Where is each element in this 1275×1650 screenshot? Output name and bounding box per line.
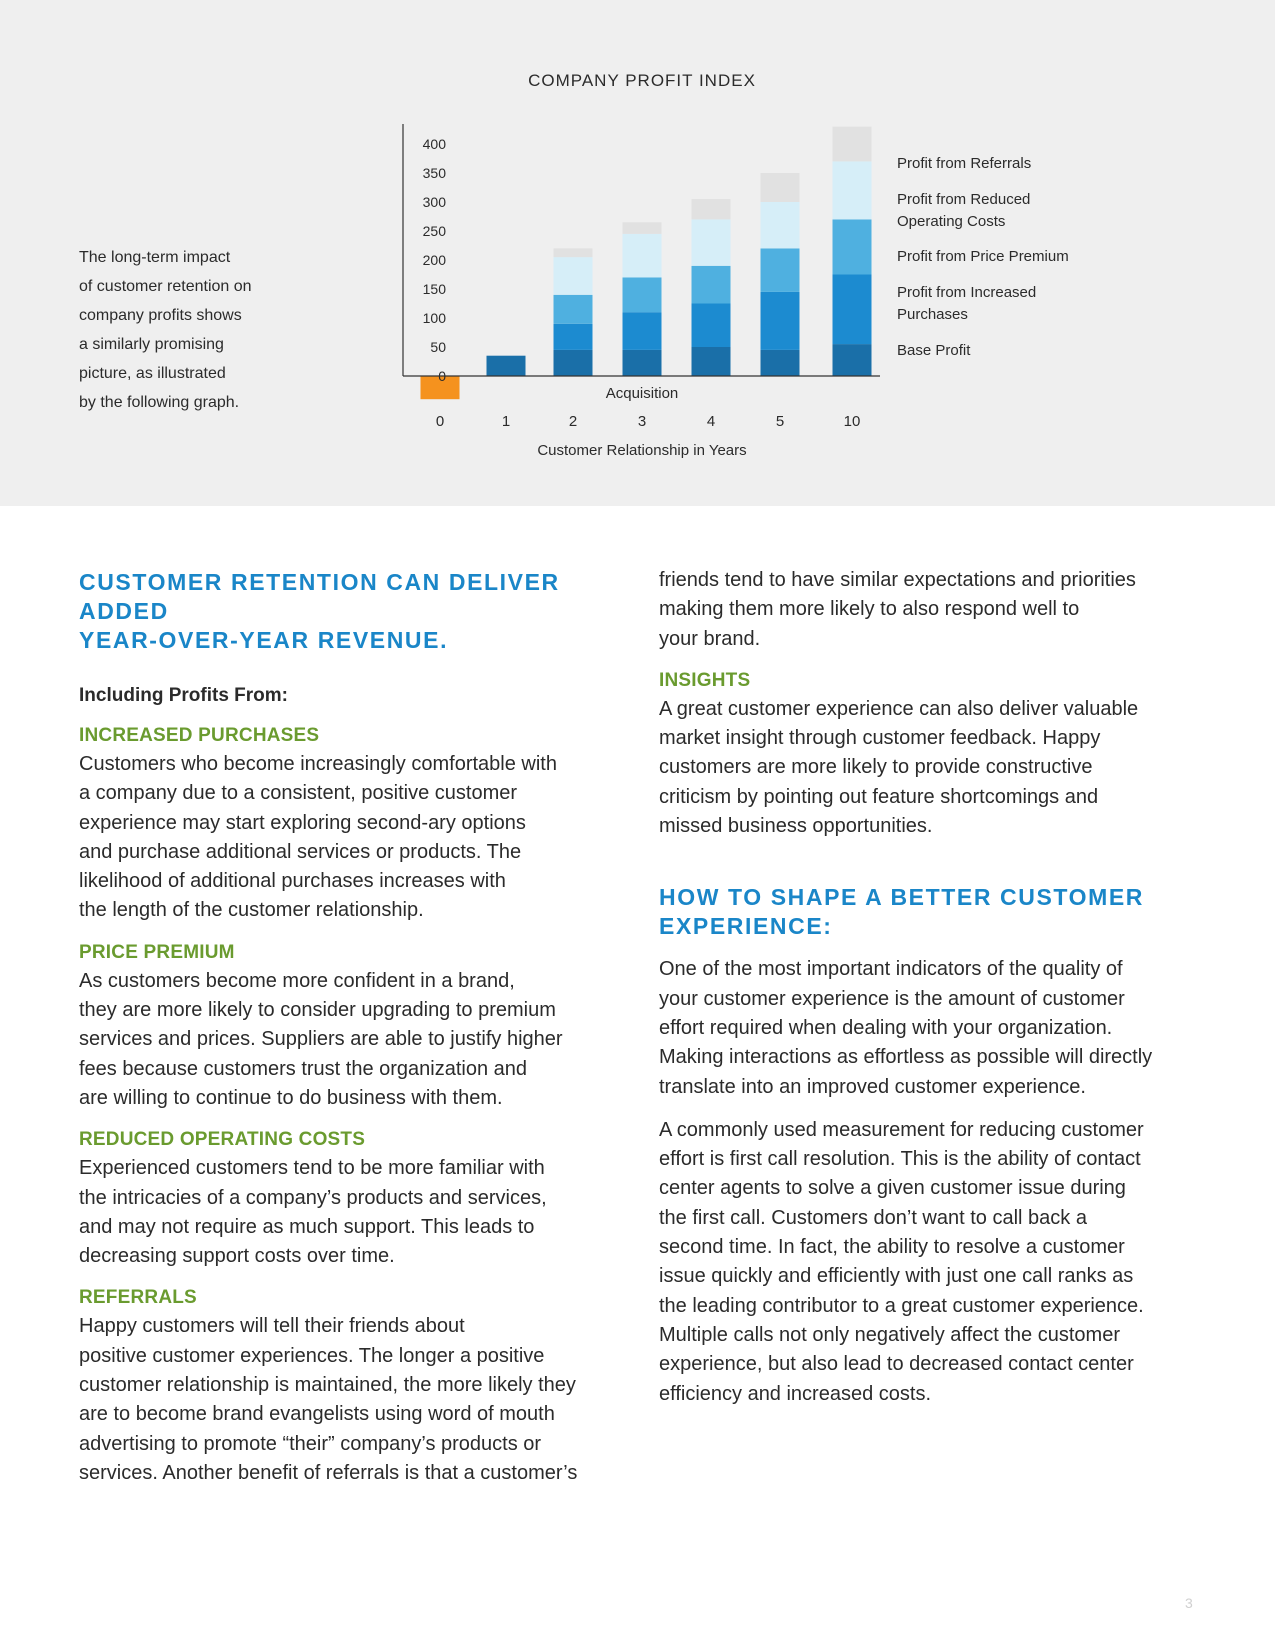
text-line: A commonly used measurement for reducing customer — [659, 1118, 1144, 1141]
intro-line: of customer retention on — [79, 278, 252, 295]
bar-segment — [692, 219, 731, 265]
legend-entry: Profit from Reduced Operating Costs — [897, 191, 1031, 230]
referrals-continuation — [659, 566, 1211, 654]
bar-segment — [761, 173, 800, 202]
text-line: experience may start exploring second-ary options — [79, 811, 526, 834]
x-tick-label: 3 — [637, 413, 647, 430]
bar-segment — [833, 219, 872, 274]
text-line: criticism by pointing out feature shortcomings and — [659, 785, 1099, 808]
intro-line: The long-term impact — [79, 249, 231, 266]
bar-segment — [761, 248, 800, 292]
section-title: REFERRALS — [79, 1287, 197, 1309]
section-body — [659, 695, 1211, 841]
bar-segment — [554, 257, 593, 295]
section-body — [79, 1154, 624, 1271]
paragraph-effort — [659, 955, 1211, 1101]
x-tick-label: 0 — [435, 413, 445, 430]
bar-segment — [623, 277, 662, 312]
text-line: a company due to a consistent, positive customer — [79, 782, 518, 805]
text-line: positive customer experiences. The longer a positive — [79, 1344, 545, 1367]
text-line: the leading contributor to a great customer experience. — [659, 1294, 1144, 1317]
text-line: Happy customers will tell their friends about — [79, 1315, 465, 1338]
section-body — [79, 1312, 624, 1488]
text-line: translate into an improved customer experience. — [659, 1075, 1086, 1098]
text-line: A great customer experience can also deliver valuable — [659, 697, 1139, 720]
intro-line: company profits shows — [79, 307, 242, 324]
bar-segment — [761, 350, 800, 376]
shape-experience-heading — [659, 883, 1211, 941]
section-title: REDUCED OPERATING COSTS — [79, 1129, 366, 1151]
retention-heading — [79, 568, 624, 655]
bar-segment — [623, 312, 662, 350]
section-referrals — [79, 1283, 624, 1488]
section-price-premium — [79, 938, 624, 1113]
y-tick-label: 150 — [422, 281, 446, 297]
text-line: and may not require as much support. This leads to — [79, 1215, 535, 1238]
text-line: issue quickly and efficiently with just one call ranks as — [659, 1265, 1134, 1288]
profit-index-chart — [0, 0, 1275, 506]
y-tick-label: 400 — [422, 136, 446, 152]
section-body — [79, 967, 624, 1113]
text-line: Making interactions as effortless as possible will directly — [659, 1046, 1153, 1069]
heading-line: CUSTOMER RETENTION CAN DELIVER ADDED — [79, 569, 560, 624]
y-tick-label: 100 — [422, 310, 446, 326]
text-line: effort is first call resolution. This is the ability of contact — [659, 1148, 1141, 1171]
heading-line: HOW TO SHAPE A BETTER CUSTOMER — [659, 884, 1145, 911]
text-line: customers are more likely to provide constructive — [659, 756, 1093, 779]
text-line: services. Another benefit of referrals is that a customer’s — [79, 1461, 578, 1484]
bar-segment — [761, 292, 800, 350]
paragraph-first-call-resolution — [659, 1116, 1211, 1409]
bar-segment — [692, 304, 731, 348]
heading-line: EXPERIENCE: — [659, 913, 833, 940]
y-tick-label: 200 — [422, 252, 446, 268]
text-line: advertising to promote “their” company’s products or — [79, 1432, 542, 1455]
text-line: decreasing support costs over time. — [79, 1245, 395, 1268]
bar-segment — [554, 350, 593, 376]
text-line: missed business opportunities. — [659, 815, 933, 838]
x-tick-label: 1 — [501, 413, 511, 430]
text-line: friends tend to have similar expectations and priorities — [659, 569, 1136, 591]
bar-segment — [623, 222, 662, 234]
x-tick-label: 5 — [775, 413, 785, 430]
bar-segment — [487, 356, 526, 376]
text-line: fees because customers trust the organization and — [79, 1057, 528, 1080]
y-tick-label: 250 — [422, 223, 446, 239]
intro-line: picture, as illustrated — [79, 365, 226, 382]
bar-segment — [833, 275, 872, 345]
right-column — [659, 566, 1211, 1409]
legend-entry: Profit from Price Premium — [897, 248, 1069, 265]
text-line: effort required when dealing with your organization. — [659, 1016, 1113, 1039]
section-title: PRICE PREMIUM — [79, 941, 235, 963]
intro-line: by the following graph. — [79, 394, 240, 411]
acquisition-annotation: Acquisition — [605, 385, 679, 402]
text-line: As customers become more confident in a brand, — [79, 969, 515, 992]
page-number: 3 — [1185, 1595, 1193, 1611]
text-line: experience, but also lead to decreased contact center — [659, 1353, 1134, 1376]
section-insights — [659, 666, 1211, 841]
text-line: One of the most important indicators of the quality of — [659, 958, 1123, 981]
text-line: and purchase additional services or products. The — [79, 840, 522, 863]
text-line: your brand. — [659, 627, 761, 650]
text-line: are willing to continue to do business with them. — [79, 1086, 503, 1109]
bar-segment — [623, 234, 662, 278]
text-line: they are more likely to consider upgrading to premium — [79, 999, 556, 1022]
section-title: INCREASED PURCHASES — [79, 725, 320, 746]
x-tick-label: 10 — [843, 413, 861, 430]
section-reduced-operating-costs — [79, 1125, 624, 1271]
section-title: INSIGHTS — [659, 669, 751, 691]
y-tick-label: 0 — [438, 368, 446, 384]
y-tick-label: 300 — [422, 194, 446, 210]
text-line: second time. In fact, the ability to resolve a customer — [659, 1236, 1125, 1259]
bar-segment — [833, 127, 872, 162]
bar-segment — [554, 295, 593, 324]
text-line: the first call. Customers don’t want to call back a — [659, 1206, 1087, 1229]
profits-subheading: Including Profits From: — [79, 685, 288, 706]
legend-entry: Profit from Increased Purchases — [897, 284, 1037, 323]
text-line: the length of the customer relationship. — [79, 899, 424, 922]
text-line: services and prices. Suppliers are able to justify higher — [79, 1028, 563, 1051]
intro-line: a similarly promising — [79, 336, 224, 353]
x-tick-label: 4 — [706, 413, 716, 430]
heading-line: YEAR-OVER-YEAR REVENUE. — [79, 627, 449, 653]
section-body — [79, 750, 624, 926]
chart-title: COMPANY PROFIT INDEX — [528, 71, 756, 90]
text-line: your customer experience is the amount of customer — [659, 987, 1125, 1010]
bar-segment — [554, 248, 593, 257]
text-line: Multiple calls not only negatively affect the customer — [659, 1323, 1120, 1346]
text-line: efficiency and increased costs. — [659, 1382, 932, 1405]
bar-segment — [761, 202, 800, 248]
text-line: the intricacies of a company’s products and services, — [79, 1186, 547, 1209]
legend-entry: Base Profit — [897, 342, 971, 359]
y-tick-label: 50 — [430, 339, 446, 355]
text-line: are to become brand evangelists using word of mouth — [79, 1403, 555, 1426]
bar-segment — [623, 350, 662, 376]
text-line: center agents to solve a given customer issue during — [659, 1177, 1126, 1200]
text-line: making them more likely to also respond well to — [659, 598, 1080, 621]
bar-segment — [692, 266, 731, 304]
text-line: Customers who become increasingly comfortable with — [79, 753, 557, 775]
bar-segment — [833, 344, 872, 376]
left-column — [79, 568, 624, 1488]
bar-segment — [692, 199, 731, 219]
text-line: likelihood of additional purchases increases with — [79, 870, 506, 893]
bar-segment — [692, 347, 731, 376]
legend-entry: Profit from Referrals — [897, 155, 1032, 172]
text-line: customer relationship is maintained, the more likely they — [79, 1374, 576, 1397]
bar-segment — [833, 161, 872, 219]
y-tick-label: 350 — [422, 165, 446, 181]
x-axis-label: Customer Relationship in Years — [537, 442, 747, 459]
bar-segment — [554, 324, 593, 350]
section-increased-purchases — [79, 721, 624, 926]
x-tick-label: 2 — [568, 413, 578, 430]
text-line: Experienced customers tend to be more familiar with — [79, 1157, 545, 1180]
text-line: market insight through customer feedback. Happy — [659, 727, 1101, 750]
